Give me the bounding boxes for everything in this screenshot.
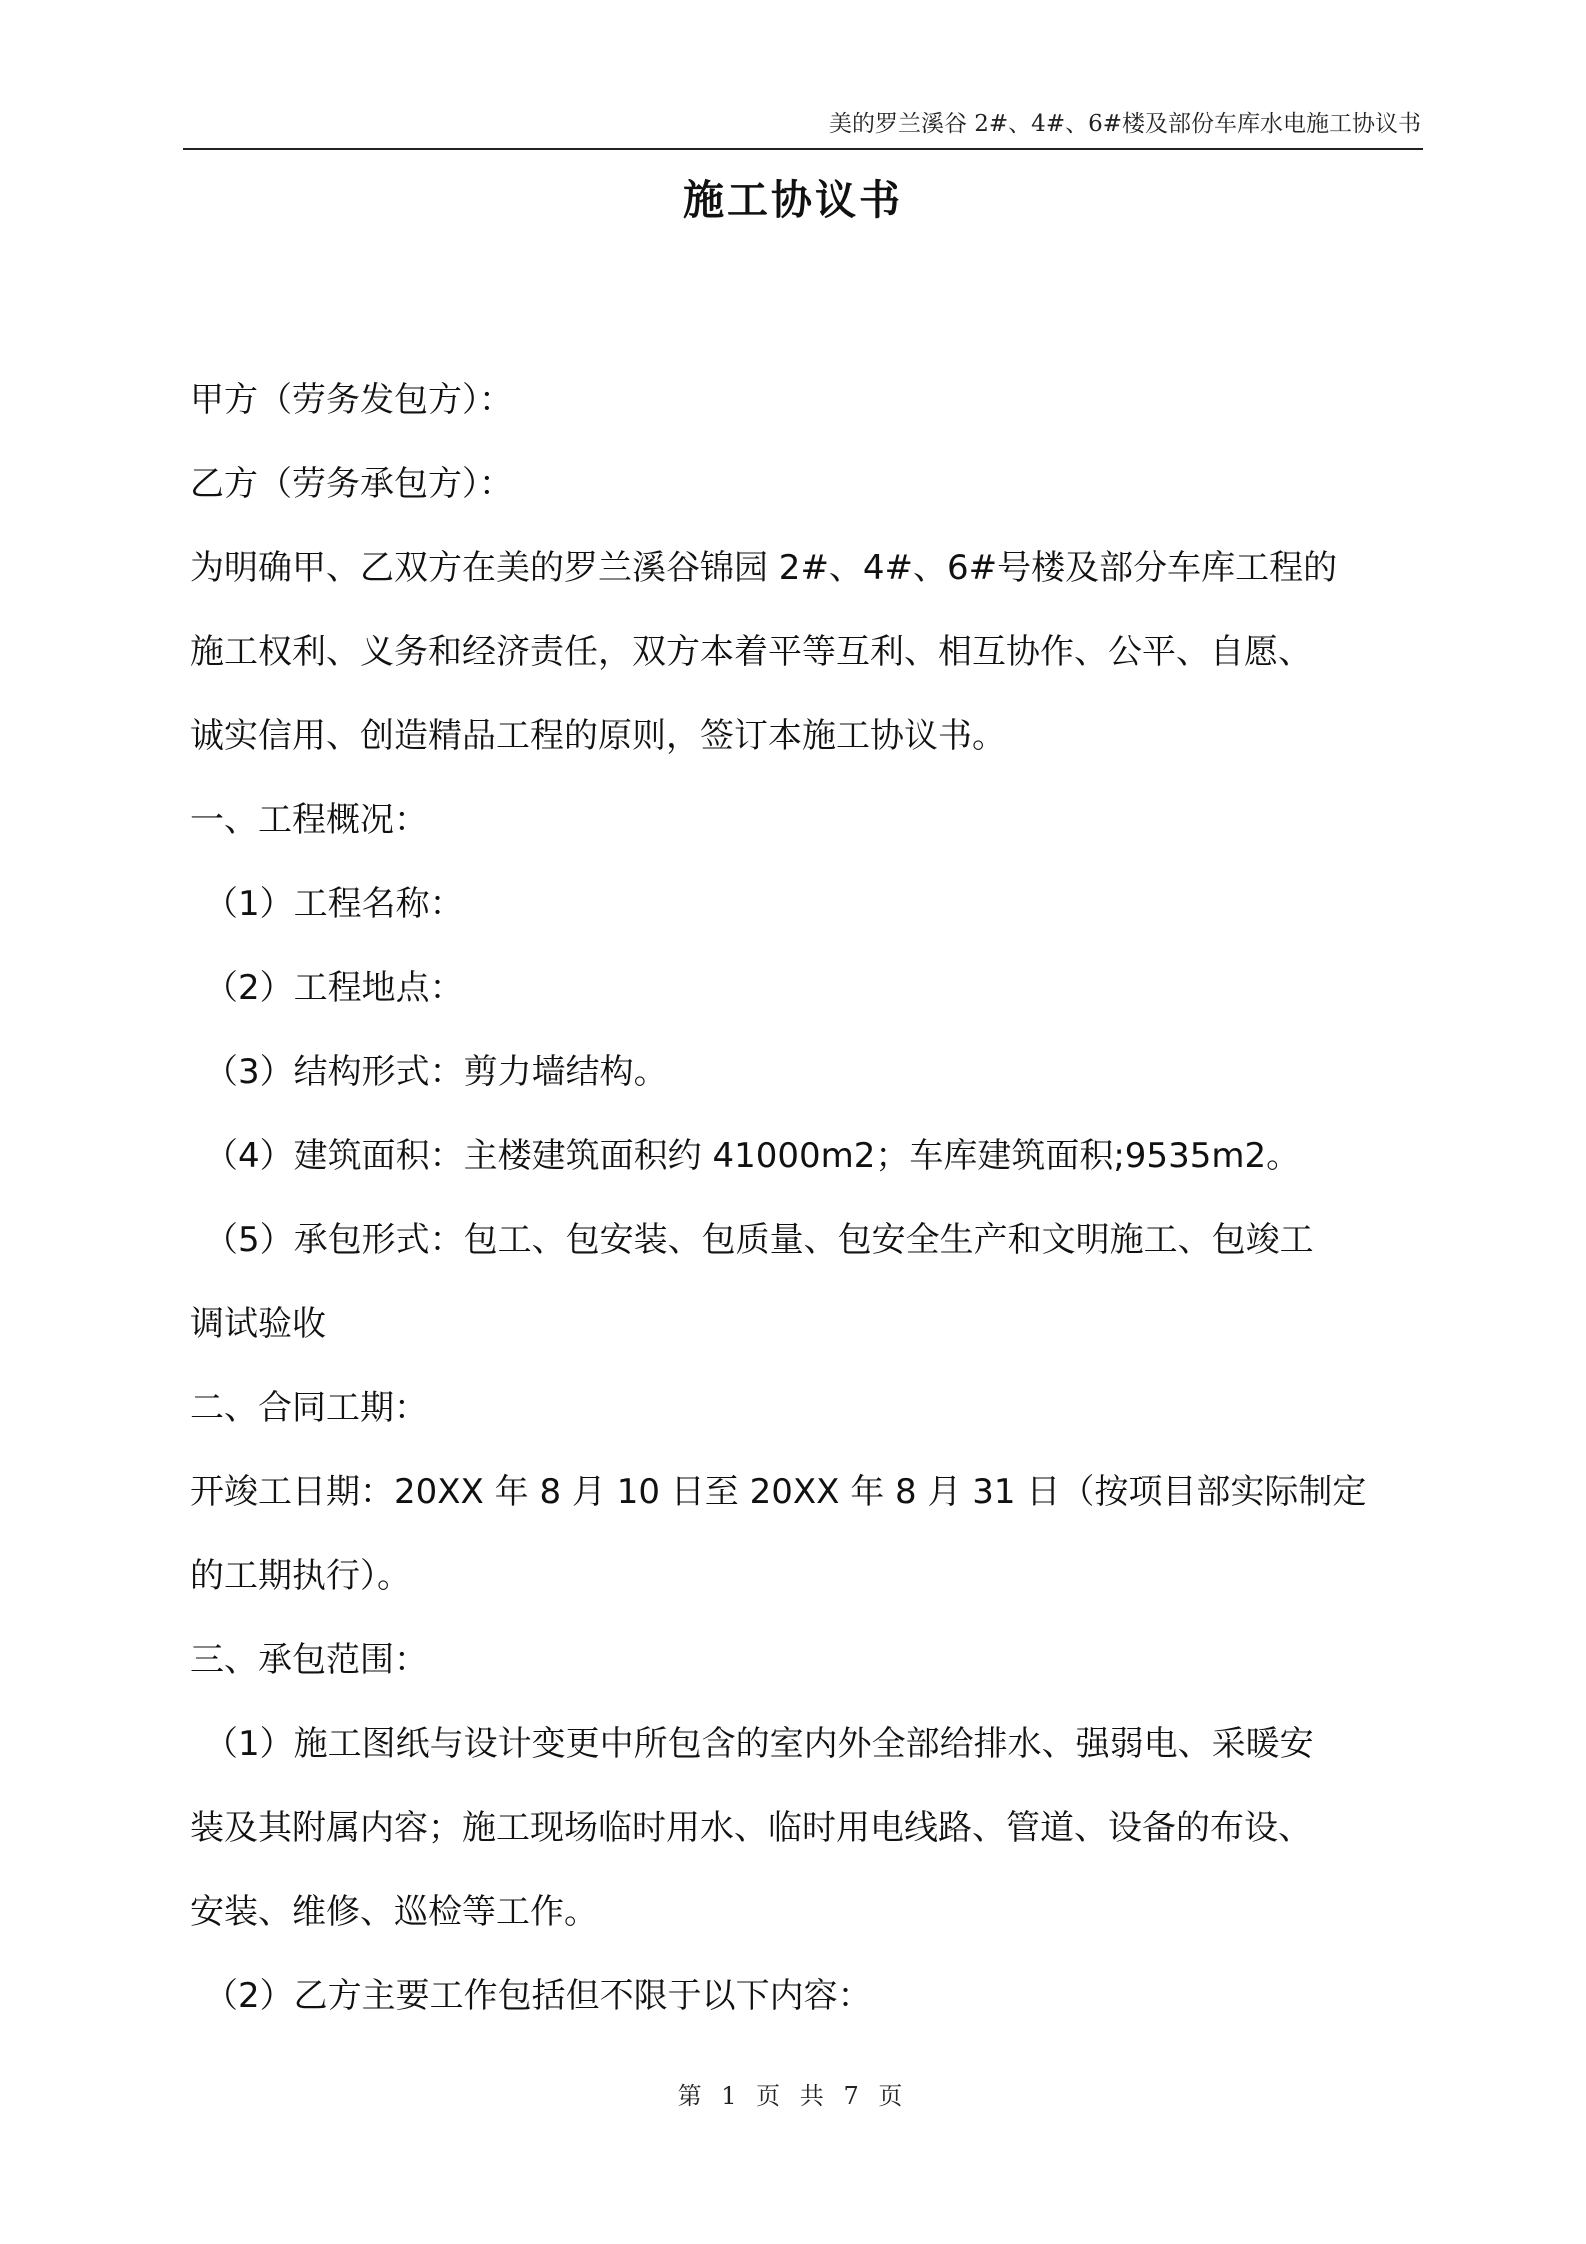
document-title: 施工协议书 [683,176,903,224]
document-body [190,358,1425,2038]
preamble-line-3: 诚实信用、创造精品工程的原则，签订本施工协议书。 [190,716,1006,756]
section-heading-scope: 三、承包范围： [190,1640,428,1680]
item-project-location: （2）工程地点： [204,968,464,1008]
scope-item-1-line-3: 安装、维修、巡检等工作。 [190,1892,598,1932]
scope-item-1-line-1: （1）施工图纸与设计变更中所包含的室内外全部给排水、强弱电、采暖安 [204,1724,1314,1764]
scope-item-1-line-2: 装及其附属内容；施工现场临时用水、临时用电线路、管道、设备的布设、 [190,1808,1312,1848]
period-line-2: 的工期执行）。 [190,1556,411,1596]
period-line-1: 开竣工日期：20XX 年 8 月 10 日至 20XX 年 8 月 31 日（按项目部实际制定 [190,1472,1367,1512]
running-header: 美的罗兰溪谷 2#、4#、6#楼及部份车库水电施工协议书 [183,108,1423,150]
section-heading-project-overview: 一、工程概况： [190,800,428,840]
scope-item-2-line-1: （2）乙方主要工作包括但不限于以下内容： [204,1976,872,2016]
item-structure-type: （3）结构形式：剪力墙结构。 [204,1052,668,1092]
party-a-line: 甲方（劳务发包方）： [190,380,513,420]
party-b-line: 乙方（劳务承包方）： [190,464,513,504]
item-building-area: （4）建筑面积：主楼建筑面积约 41000m2；车库建筑面积;9535m2。 [204,1136,1301,1176]
preamble-line-2: 施工权利、义务和经济责任，双方本着平等互利、相互协作、公平、自愿、 [190,632,1312,672]
section-heading-contract-period: 二、合同工期： [190,1388,428,1428]
item-contract-form: （5）承包形式：包工、包安装、包质量、包安全生产和文明施工、包竣工 [204,1220,1314,1260]
page-number-footer: 第 1 页 共 7 页 [677,2082,909,2110]
preamble-line-1: 为明确甲、乙双方在美的罗兰溪谷锦园 2#、4#、6#号楼及部分车库工程的 [190,548,1338,588]
item-contract-form-cont: 调试验收 [190,1304,326,1344]
item-project-name: （1）工程名称： [204,884,464,924]
